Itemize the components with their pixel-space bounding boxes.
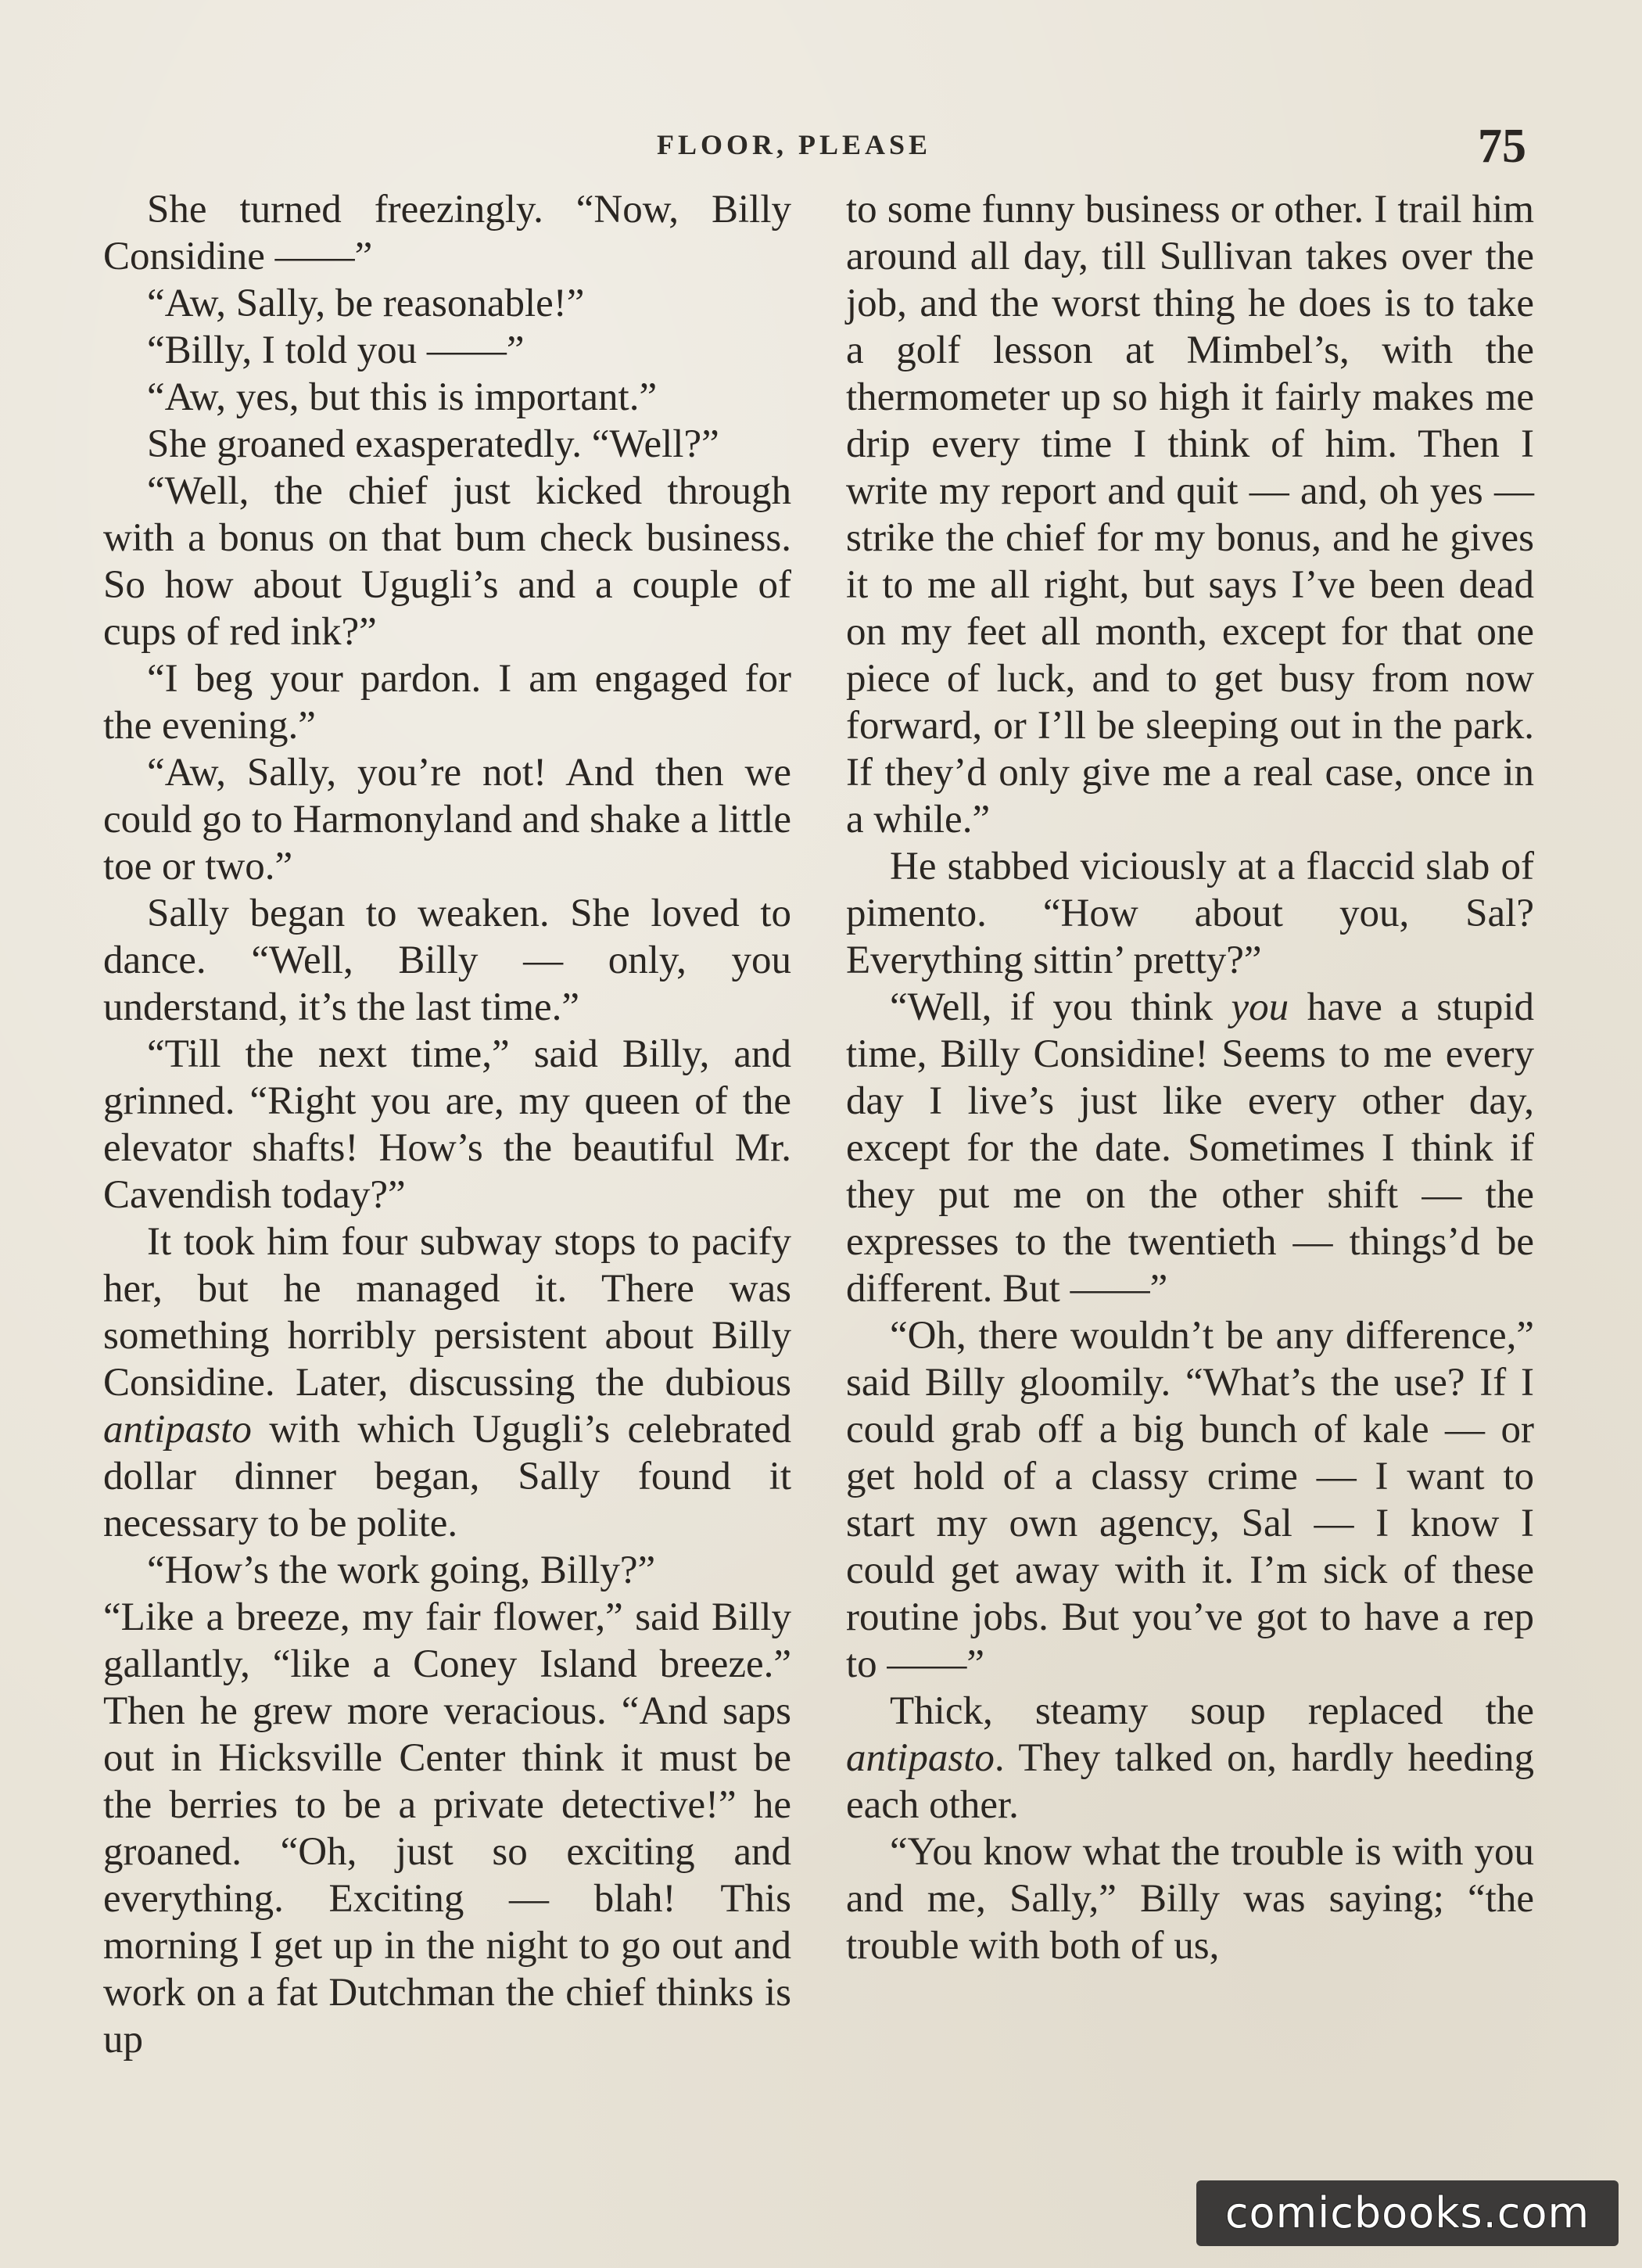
paragraph: “Well, the chief just kicked through with a bonus on that bum check business. So how about Ugugli’s and a couple of cups of red ink?” [103,469,791,654]
paragraph: She groaned exasperatedly. “Well?” [147,422,719,466]
paragraph: “Aw, Sally, be reasonable!” [147,282,585,325]
paragraph: He stabbed viciously at a flaccid slab of pimento. “How about you, Sal? Everything sittin’ pretty?” [846,845,1534,982]
running-title: FLOOR, PLEASE [657,129,932,160]
paragraph: to some funny business or other. I trail him around all day, till Sullivan takes over the job, and the worst thing he does is to take a golf lesson at Mimbel’s, with the thermometer up so high it fairly makes me drip every time I think of him. Then I write my report and quit — and, oh yes — strike the chief for my bonus, and he gives it to me all right, but says I’ve been dead on my feet all month, except for that one piece of luck, and to get busy from now forward, or I’ll be sleeping out in the park. If they’d only give me a real case, once in a while.” [846,188,1534,842]
page-number: 75 [1478,120,1526,173]
paragraph: “Like a breeze, my fair flower,” said Billy gallantly, “like a Coney Island breeze.” Then he grew more veracious. “And saps out in Hicksville Center think it must be the berries to be a private detective!” he groaned. “Oh, just so exciting and everything. Exciting — blah! This morning I get up in the night to go out and work on a fat Dutchman the chief thinks is up [103,1595,791,2062]
paragraph: “Aw, yes, but this is important.” [147,375,658,419]
watermark-logo: comicbooks.com [1196,2180,1619,2246]
paragraph: “I beg your pardon. I am engaged for the evening.” [103,657,791,748]
paragraph: “Well, if you think you have a stupid time, Billy Considine! Seems to me every day I live’s just like every other day, except for the date. Sometimes I think if they put me on the other shift — the expresses to the twentieth — things’d be different. But ——” [846,985,1534,1311]
paragraph: “Aw, Sally, you’re not! And then we could go to Harmonyland and shake a little toe or two.” [103,751,791,888]
paragraph: Sally began to weaken. She loved to dance. “Well, Billy — only, you understand, it’s the last time.” [103,892,791,1029]
paragraph: Thick, steamy soup replaced the antipasto. They talked on, hardly heeding each other. [846,1689,1534,1827]
paragraph: “Till the next time,” said Billy, and grinned. “Right you are, my queen of the elevator shafts! How’s the beautiful Mr. Cavendish today?” [103,1032,791,1217]
left-text-column [103,186,791,2063]
paragraph: “Oh, there wouldn’t be any difference,” said Billy gloomily. “What’s the use? If I could grab off a big bunch of kale — or get hold of a classy crime — I want to start my own agency, Sal — I know I could get away with it. I’m sick of these routine jobs. But you’ve got to have a rep to ——” [846,1314,1534,1686]
paragraph: “You know what the trouble is with you and me, Sally,” Billy was saying; “the trouble with both of us, [846,1830,1534,1968]
running-head [0,120,1642,173]
paragraph: She turned freezingly. “Now, Billy Considine ——” [103,188,791,278]
paragraph: “How’s the work going, Billy?” [147,1548,656,1592]
right-text-column [846,186,1534,1969]
paragraph: “Billy, I told you ——” [147,328,525,372]
paragraph: It took him four subway stops to pacify her, but he managed it. There was something horribly persistent about Billy Considine. Later, discussing the dubious antipasto with which Ugugli’s celebrated dollar dinner began, Sally found it necessary to be polite. [103,1220,791,1545]
